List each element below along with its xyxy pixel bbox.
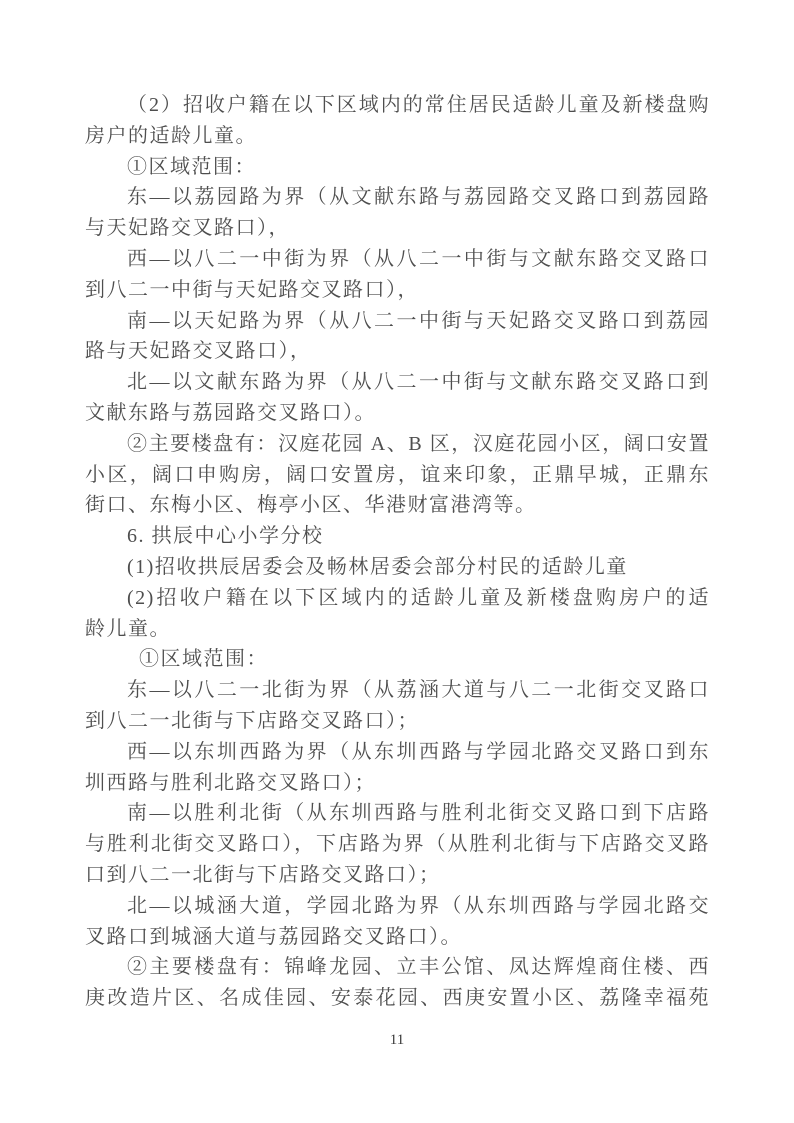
text-line: 到八二一北街与下店路交叉路口）； xyxy=(85,709,419,732)
document-body xyxy=(85,90,710,1014)
text-line: 与天妃路交叉路口）， xyxy=(85,217,290,240)
text-line: 东—以荔园路为界（从文献东路与荔园路交叉路口到荔园路 xyxy=(127,186,710,209)
text-line: 小区，阔口申购房，阔口安置房，谊来印象，正鼎早城，正鼎东 xyxy=(85,463,710,486)
text-line: ②主要楼盘有：汉庭花园 A、B 区，汉庭花园小区，阔口安置 xyxy=(127,432,710,455)
text-line: 南—以天妃路为界（从八二一中街与天妃路交叉路口到荔园 xyxy=(127,309,710,332)
text-line: 北—以文献东路为界（从八二一中街与文献东路交叉路口到 xyxy=(127,371,710,394)
text-line: 庚改造片区、名成佳园、安泰花园、西庚安置小区、荔隆幸福苑 xyxy=(85,987,710,1010)
text-line: (2)招收户籍在以下区域内的适龄儿童及新楼盘购房户的适 xyxy=(127,586,710,609)
text-line: ①区域范围： xyxy=(127,155,256,178)
text-line: 街口、东梅小区、梅亭小区、华港财富港湾等。 xyxy=(85,494,537,517)
text-line: (1)招收拱辰居委会及畅林居委会部分村民的适龄儿童 xyxy=(127,555,628,578)
text-line: 路与天妃路交叉路口）， xyxy=(85,340,312,363)
text-line: 房户的适龄儿童。 xyxy=(85,124,257,147)
text-line: 口到八二一北街与下店路交叉路口）； xyxy=(85,863,441,886)
text-line: ①区域范围： xyxy=(139,648,268,671)
text-line: 东—以八二一北街为界（从荔涵大道与八二一北街交叉路口 xyxy=(127,679,710,702)
text-line: 西—以东圳西路为界（从东圳西路与学园北路交叉路口到东 xyxy=(127,740,710,763)
text-line: 西—以八二一中街为界（从八二一中街与文献东路交叉路口 xyxy=(127,247,710,270)
text-line: 圳西路与胜利北路交叉路口）； xyxy=(85,771,376,794)
text-line: 叉路口到城涵大道与荔园路交叉路口）。 xyxy=(85,925,462,948)
text-line: 到八二一中街与天妃路交叉路口）， xyxy=(85,278,419,301)
text-line: 龄儿童。 xyxy=(85,617,171,640)
text-line: （2）招收户籍在以下区域内的常住居民适龄儿童及新楼盘购 xyxy=(127,94,710,116)
text-line: ②主要楼盘有：锦峰龙园、立丰公馆、凤达辉煌商住楼、西 xyxy=(127,956,710,979)
text-line: 南—以胜利北街（从东圳西路与胜利北街交叉路口到下店路 xyxy=(127,802,710,825)
text-line: 与胜利北街交叉路口），下店路为界（从胜利北街与下店路交叉路 xyxy=(85,833,710,856)
text-line: 6. 拱辰中心小学分校 xyxy=(127,525,324,548)
text-line: 北—以城涵大道，学园北路为界（从东圳西路与学园北路交 xyxy=(127,894,710,917)
page-number: 11 xyxy=(389,1032,405,1048)
text-line: 文献东路与荔园路交叉路口）。 xyxy=(85,401,376,424)
